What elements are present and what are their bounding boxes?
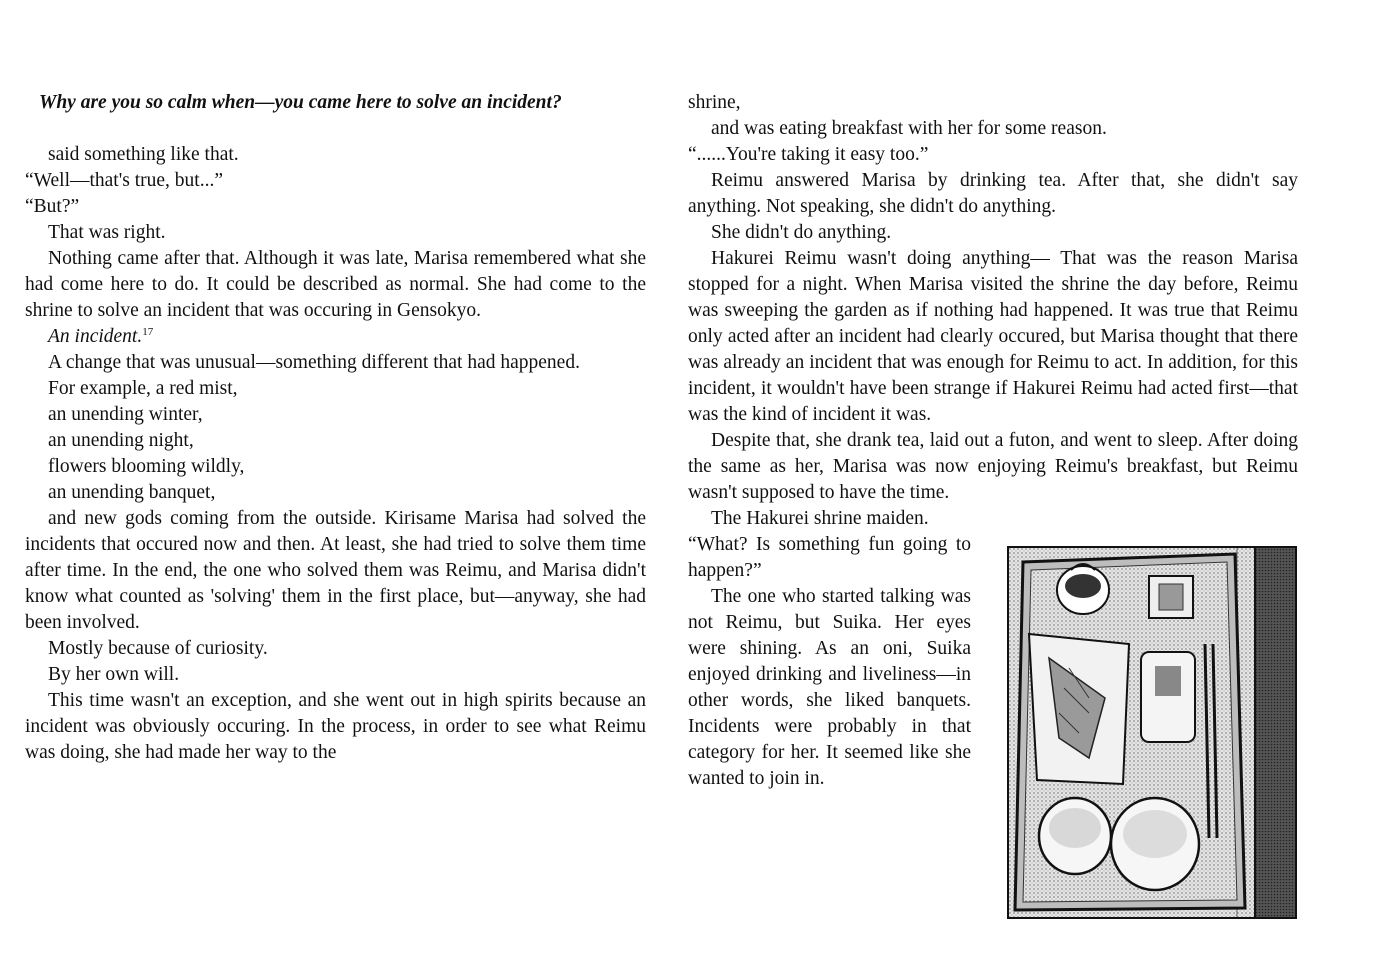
paragraph: and was eating breakfast with her for some reason. <box>711 118 1107 139</box>
paragraph: The one who started talking was not Reimu, but Suika. Her eyes were shining. As an oni, Suika enjoyed drinking and liveliness—in other words, she liked banquets. Incidents were probably in that category for her. It seemed like she wanted to join in. <box>688 586 971 789</box>
dialogue-line: “Well—that's true, but...” <box>25 170 223 191</box>
dialogue-line: “What? Is something fun going to happen?” <box>688 534 971 581</box>
list-line: an unending night, <box>48 430 194 451</box>
paragraph: A change that was unusual—something different that had happened. <box>48 352 580 373</box>
paragraph: shrine, <box>688 92 741 113</box>
dialogue-line: “But?” <box>25 196 80 217</box>
list-line: flowers blooming wildly, <box>48 456 245 477</box>
paragraph: She didn't do anything. <box>711 222 892 243</box>
paragraph: By her own will. <box>48 664 180 685</box>
left-column <box>25 90 646 766</box>
list-line: an unending winter, <box>48 404 203 425</box>
list-line: an unending banquet, <box>48 482 216 503</box>
italic-text: An incident. <box>48 326 143 347</box>
paragraph: Reimu answered Marisa by drinking tea. After that, she didn't say anything. Not speaking, she didn't do anything. <box>688 170 1298 217</box>
paragraph: and new gods coming from the outside. Kirisame Marisa had solved the incidents that occured now and then. At least, she had tried to solve them time after time. In the end, the one who solved them was Reimu, and Marisa didn't know what counted as 'solving' them in the first place, but—anyway, she had been involved. <box>25 508 646 633</box>
paragraph: The Hakurei shrine maiden. <box>711 508 929 529</box>
dialogue-line: “......You're taking it easy too.” <box>688 144 929 165</box>
footnote-reference[interactable]: 17 <box>142 326 154 338</box>
breakfast-tray-illustration-icon <box>1007 546 1297 919</box>
list-line: For example, a red mist, <box>48 378 238 399</box>
paragraph: Hakurei Reimu wasn't doing anything— That was the reason Marisa stopped for a night. When Marisa visited the shrine the day before, Reimu was sweeping the garden as if nothing had happened. It was true that Reimu only acted after an incident had clearly occured, but Marisa thought that there was already an incident that was enough for Reimu to act. In addition, for this incident, it wouldn't have been strange if Hakurei Reimu had acted first—that was the kind of incident it was. <box>688 248 1298 425</box>
paragraph: Nothing came after that. Although it was late, Marisa remembered what she had come here to do. It could be described as normal. She had come to the shrine to solve an incident that was occuring in Gensokyo. <box>25 248 646 321</box>
paragraph: Mostly because of curiosity. <box>48 638 268 659</box>
wrapped-text-block <box>688 506 971 792</box>
paragraph: This time wasn't an exception, and she went out in high spirits because an incident was obviously occuring. In the process, in order to see what Reimu was doing, she had made her way to the <box>25 690 646 763</box>
paragraph-incident <box>25 324 646 350</box>
illustration-drawing <box>1009 548 1295 917</box>
epigraph: Why are you so calm when—you came here to solve an incident? <box>39 92 562 113</box>
paragraph: Despite that, she drank tea, laid out a futon, and went to sleep. After doing the same as her, Marisa was now enjoying Reimu's breakfast, but Reimu wasn't supposed to have the time. <box>688 430 1298 503</box>
paragraph: That was right. <box>48 222 166 243</box>
paragraph: said something like that. <box>48 144 239 165</box>
